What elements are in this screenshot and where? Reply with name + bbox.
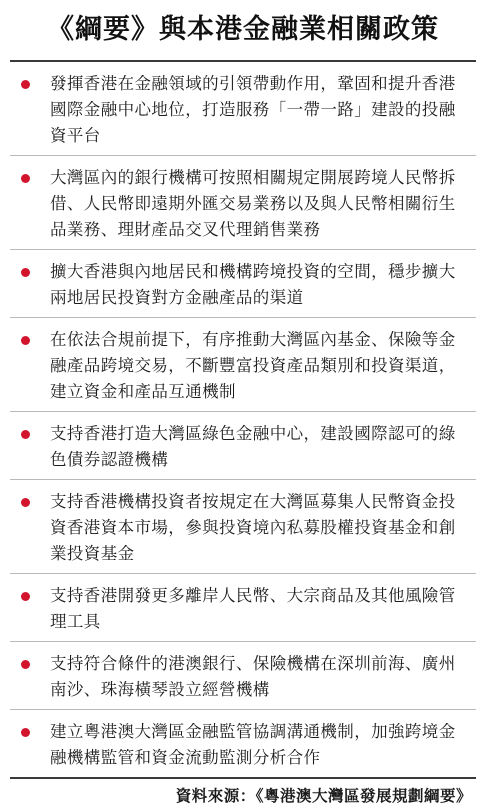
bullet-dot-icon bbox=[21, 336, 30, 345]
bullet-dot-icon bbox=[21, 660, 30, 669]
bullet-dot-icon bbox=[21, 80, 30, 89]
bullet-dot-icon bbox=[21, 728, 30, 737]
infographic-title: 《綱要》與本港金融業相關政策 bbox=[47, 14, 439, 45]
policy-item-text: 支持符合條件的港澳銀行、保險機構在深圳前海、廣州南沙、珠海橫琴設立經營機構 bbox=[50, 654, 456, 699]
bullet-dot-icon bbox=[21, 498, 30, 507]
bullet-dot-icon bbox=[21, 430, 30, 439]
policy-item-6 bbox=[10, 480, 476, 574]
policy-item-9 bbox=[10, 710, 476, 779]
policy-item-8 bbox=[10, 642, 476, 710]
policy-item-text: 擴大香港與內地居民和機構跨境投資的空間，穩步擴大兩地居民投資對方金融產品的渠道 bbox=[50, 262, 456, 307]
policy-item-text: 發揮香港在金融領域的引領帶動作用，鞏固和提升香港國際金融中心地位，打造服務「一帶一路」建設的投融資平台 bbox=[50, 74, 456, 145]
policy-item-3 bbox=[10, 250, 476, 318]
policy-item-text: 支持香港開發更多離岸人民幣、大宗商品及其他風險管理工具 bbox=[50, 586, 456, 631]
bullet-dot-icon bbox=[21, 268, 30, 277]
bullet-dot-icon bbox=[21, 174, 30, 183]
policy-item-2 bbox=[10, 156, 476, 250]
policy-item-text: 在依法合規前提下，有序推動大灣區內基金、保險等金融產品跨境交易，不斷豐富投資產品類別和投資渠道，建立資金和產品互通機制 bbox=[50, 330, 456, 401]
policy-item-4 bbox=[10, 318, 476, 412]
source-note: 資料來源：《粵港澳大灣區發展規劃綱要》 bbox=[175, 787, 472, 805]
policy-item-text: 支持香港打造大灣區綠色金融中心，建設國際認可的綠色債券認證機構 bbox=[50, 424, 456, 469]
policy-item-text: 大灣區內的銀行機構可按照相關規定開展跨境人民幣拆借、人民幣即遠期外匯交易業務以及與人民幣相關衍生品業務、理財產品交叉代理銷售業務 bbox=[50, 168, 456, 239]
policy-item-text: 支持香港機構投資者按規定在大灣區募集人民幣資金投資香港資本市場，參與投資境內私募股權投資基金和創業投資基金 bbox=[50, 492, 456, 563]
policy-item-text: 建立粵港澳大灣區金融監管協調溝通機制，加強跨境金融機構監管和資金流動監測分析合作 bbox=[50, 722, 456, 767]
policy-item-7 bbox=[10, 574, 476, 642]
bullet-dot-icon bbox=[21, 592, 30, 601]
policy-item-5 bbox=[10, 412, 476, 480]
policy-list bbox=[10, 60, 476, 779]
policy-item-1 bbox=[10, 62, 476, 156]
